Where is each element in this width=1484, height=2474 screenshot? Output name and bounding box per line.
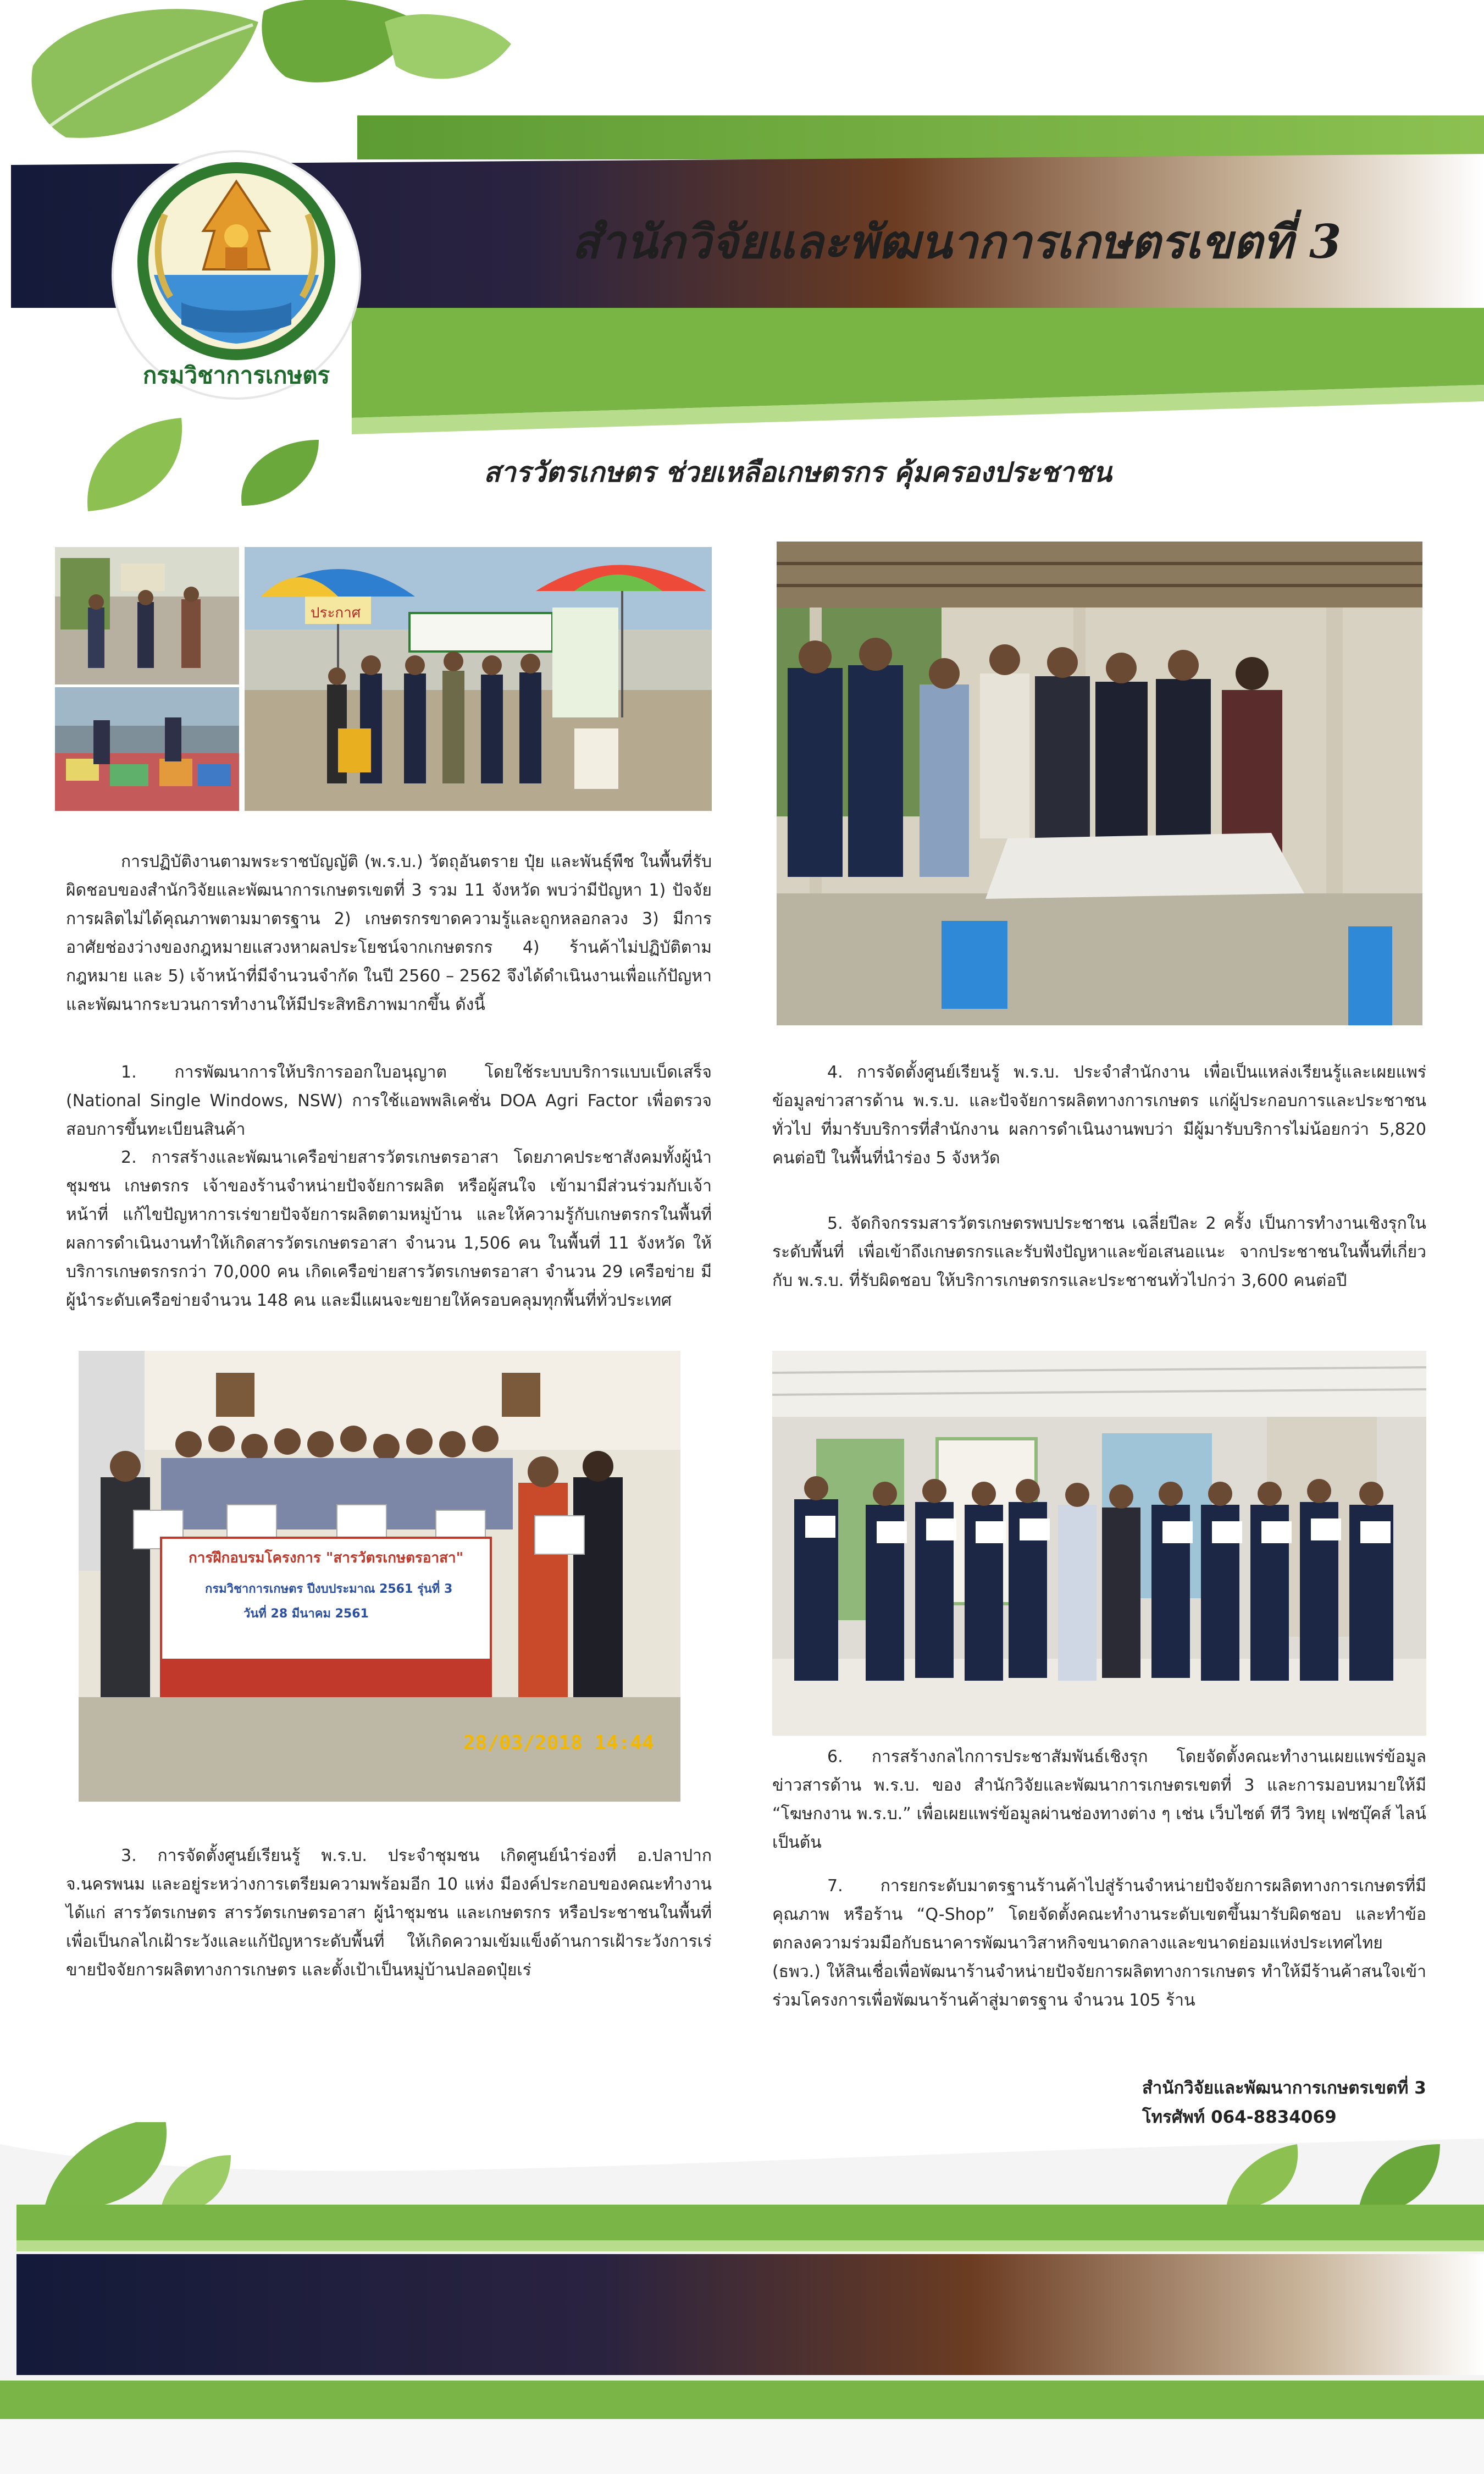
- footer-phone: โทรศัพท์ 064-8834069: [1142, 2107, 1337, 2127]
- page-title: สำนักวิจัยและพัฒนาการเกษตรเขตที่ 3: [572, 214, 1342, 269]
- photo-banner-text: ประกาศ: [311, 605, 361, 621]
- photo-certificate-ceremony: [772, 1351, 1426, 1736]
- item-6-paragraph: 6. การสร้างกลไกการประชาสัมพันธ์เชิงรุก โดยจัดตั้งคณะทำงานเผยแพร่ข้อมูลข่าวสารด้าน พ.ร.บ. ของ สำนักวิจัยและพัฒนาการเกษตรเขตที่ 3 และการมอบหมายให้มี “โฆษกงาน พ.ร.บ.” เพื่อเผยแพร่ข้อมูลผ่านช่องทางต่าง ๆ เช่น เว็บไซต์ ทีวี วิทยุ เฟซบุ๊คส์ ไลน์ เป็นต้น: [772, 1747, 1426, 1852]
- intro-paragraph: การปฏิบัติงานตามพระราชบัญญัติ (พ.ร.บ.) วัตถุอันตราย ปุ๋ย และพันธุ์พืช ในพื้นที่รับผิดชอบของสำนักวิจัยและพัฒนาการเกษตรเขตที่ 3 รวม 11 จังหวัด พบว่ามีปัญหา 1) ปัจจัยการผลิตไม่ได้คุณภาพตามมาตรฐาน 2) เกษตรกรขาดความรู้และถูกหลอกลวง 3) มีการอาศัยช่องว่างของกฎหมายแสวงหาผลประโยชน์จากเกษตรกร 4) ร้านค้าไม่ปฏิบัติตามกฎหมาย และ 5) เจ้าหน้าที่มีจำนวนจำกัด ในปี 2560 – 2562 จึงได้ดำเนินงานเพื่อแก้ปัญหาและพัฒนากระบวนการทำงานให้มีประสิทธิภาพมากขึ้น ดังนี้: [66, 852, 712, 1014]
- logo: [110, 148, 363, 401]
- photo-market-inspection-2: [55, 687, 239, 811]
- photo-market-inspection-3: [245, 547, 712, 811]
- item-5-paragraph: 5. จัดกิจกรรมสารวัตรเกษตรพบประชาชน เฉลี่ยปีละ 2 ครั้ง เป็นการทำงานเชิงรุกในระดับพื้นที่ เพื่อเข้าถึงเกษตรกรและรับฟังปัญหาและข้อเสนอแนะ จากประชาชนในพื้นที่เกี่ยวกับ พ.ร.บ. ที่รับผิดชอบ ให้บริการเกษตรกรและประชาชนทั่วไปกว่า 3,600 คนต่อปี: [772, 1214, 1426, 1290]
- leaf-icon: [32, 9, 259, 138]
- item-2-paragraph: 2. การสร้างและพัฒนาเครือข่ายสารวัตรเกษตรอาสา โดยภาคประชาสังคมทั้งผู้นำชุมชน เกษตรกร เจ้าของร้านจำหน่ายปัจจัยการผลิต หรือผู้สนใจ เข้ามามีส่วนร่วมกับเจ้าหน้าที่ แก้ไขปัญหาการเร่ขายปัจจัยการผลิตตามหมู่บ้าน และให้ความรู้กับเกษตรกรในพื้นที่ ผลการดำเนินงานทำให้เกิดสารวัตรเกษตรอาสา จำนวน 1,506 คน ในพื้นที่ 11 จังหวัด ให้บริการเกษตรกรกว่า 70,000 คน เกิดเครือข่ายสารวัตรเกษตรอาสา จำนวน 29 เครือข่าย มีผู้นำระดับเครือข่ายจำนวน 148 คน และมีแผนจะขยายให้ครอบคลุมทุกพื้นที่ทั่วประเทศ: [66, 1148, 712, 1310]
- logo-text: กรมวิชาการเกษตร: [142, 362, 330, 389]
- footer-decoration: [0, 2122, 1484, 2474]
- photo-banner-line1: กรมวิชาการเกษตร ปีงบประมาณ 2561 รุ่นที่ 3: [205, 1582, 453, 1596]
- photo-volunteer-training-group: [79, 1351, 680, 1802]
- photo-timestamp: 28/03/2018 14:44: [463, 1732, 654, 1754]
- page-subtitle: สารวัตรเกษตร ช่วยเหลือเกษตรกร คุ้มครองประชาชน: [484, 456, 1112, 488]
- photo-banner-title: การฝึกอบรมโครงการ "สารวัตรเกษตรอาสา": [189, 1550, 464, 1566]
- leaf-icon: [241, 440, 319, 506]
- photo-banner-line2: วันที่ 28 มีนาคม 2561: [243, 1607, 369, 1621]
- leaf-icon: [385, 14, 511, 79]
- item-4-paragraph: 4. การจัดตั้งศูนย์เรียนรู้ พ.ร.บ. ประจำสำนักงาน เพื่อเป็นแหล่งเรียนรู้และเผยแพร่ข้อมูลข่าวสารด้าน พ.ร.บ. และปัจจัยการผลิตทางการเกษตร แก่ผู้ประกอบการและประชาชนทั่วไป ที่มารับบริการที่สำนักงาน ผลการดำเนินงานพบว่า มีผู้มารับบริการไม่น้อยกว่า 5,820 คนต่อปี ในพื้นที่นำร่อง 5 จังหวัด: [772, 1063, 1426, 1168]
- footer-org: สำนักวิจัยและพัฒนาการเกษตรเขตที่ 3: [1142, 2078, 1426, 2098]
- item-7-paragraph: 7. การยกระดับมาตรฐานร้านค้าไปสู่ร้านจำหน่ายปัจจัยการผลิตทางการเกษตรที่มีคุณภาพ หรือร้าน “Q-Shop” โดยจัดตั้งคณะทำงานระดับเขตขึ้นมารับผิดชอบ และทำข้อตกลงความร่วมมือกับธนาคารพัฒนาวิสาหกิจขนาดกลางและขนาดย่อมแห่งประเทศไทย (ธพว.) ให้สินเชื่อเพื่อพัฒนาร้านจำหน่ายปัจจัยการผลิตทางการเกษตร ทำให้มีร้านค้าสนใจเข้าร่วมโครงการเพื่อพัฒนาร้านค้าสู่มาตรฐาน จำนวน 105 ร้าน: [772, 1876, 1426, 2010]
- item-3-paragraph: 3. การจัดตั้งศูนย์เรียนรู้ พ.ร.บ. ประจำชุมชน เกิดศูนย์นำร่องที่ อ.ปลาปาก จ.นครพนม และอยู่ระหว่างการเตรียมความพร้อมอีก 10 แห่ง มีองค์ประกอบของคณะทำงาน ได้แก่ สารวัตรเกษตร สารวัตรเกษตรอาสา ผู้นำชุมชน และเกษตรกร หรือประชาชนในพื้นที่ เพื่อเป็นกลไกเฝ้าระวังและแก้ปัญหาระดับพื้นที่ ให้เกิดความเข้มแข็งด้านการเฝ้าระวังการเร่ขายปัจจัยการผลิตทางการเกษตร และตั้งเป้าเป็นหมู่บ้านปลอดปุ๋ยเร่: [66, 1846, 712, 1980]
- item-1-paragraph: 1. การพัฒนาการให้บริการออกใบอนุญาต โดยใช้ระบบบริการแบบเบ็ดเสร็จ (National Single Windows, NSW) การใช้แอพพลิเคชั่น DOA Agri Factor เพื่อตรวจสอบการขึ้นทะเบียนสินค้า: [66, 1063, 712, 1139]
- photo-office-learning-center: [777, 542, 1422, 1025]
- photo-market-inspection-1: [55, 547, 239, 684]
- leaf-icon: [87, 418, 182, 511]
